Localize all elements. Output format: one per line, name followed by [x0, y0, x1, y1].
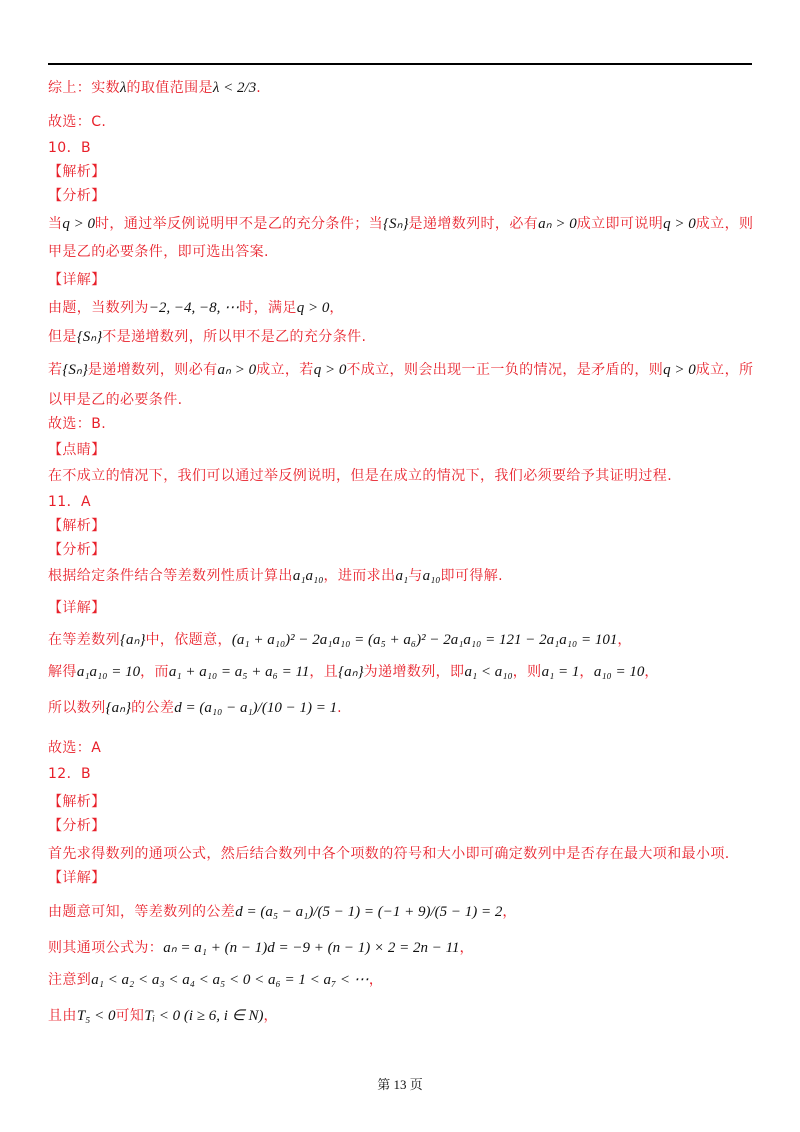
line-text: 11．A	[48, 494, 91, 510]
line-text: 的取值范围是	[126, 80, 213, 96]
text-line	[48, 566, 752, 586]
math-expression: d = (a₅ − a₁)/(5 − 1) = (−1 + 9)/(5 − 1) = 2	[235, 904, 503, 920]
line-text: 故选：A	[48, 740, 102, 756]
text-line	[48, 440, 752, 460]
text-line	[48, 298, 752, 318]
line-text: 【解析】	[48, 518, 106, 534]
line-text: 成立，若	[256, 362, 314, 378]
line-text: 时，满足	[239, 300, 297, 316]
math-expression: T₅ < 0	[76, 1008, 116, 1024]
header-rule	[48, 63, 752, 65]
text-line	[48, 844, 752, 864]
line-text: 是递增数列，则必有	[87, 362, 218, 378]
line-text: ，	[617, 632, 632, 648]
text-line	[48, 970, 752, 990]
math-expression: {aₙ}	[338, 664, 364, 680]
line-text: 成立，所	[695, 362, 754, 378]
math-expression: {aₙ}	[120, 632, 146, 648]
math-expression: a₁₀	[422, 568, 441, 584]
line-text: 是递增数列时，必有	[408, 216, 539, 232]
math-expression: a₁ < a₂ < a₃ < a₄ < a₅ < 0 < a₆ = 1 < a₇ < ⋯	[91, 972, 369, 988]
line-text: ，	[263, 1008, 278, 1024]
text-line	[48, 360, 752, 380]
math-expression: {Sₙ}	[76, 329, 103, 345]
text-line	[48, 816, 752, 836]
math-expression: a₁a₁₀ = 10	[76, 664, 141, 680]
line-text: ，而	[140, 664, 169, 680]
line-text: 不成立，则会出现一正一负的情况，是矛盾的，则	[346, 362, 664, 378]
line-text: 中，依题意，	[145, 632, 232, 648]
line-text: 【详解】	[48, 870, 106, 886]
text-line	[48, 138, 752, 158]
math-expression: a₁	[395, 568, 409, 584]
line-text: 时，通过举反例说明甲不是乙的充分条件；当	[95, 216, 384, 232]
line-text: 与	[408, 568, 423, 584]
text-line	[48, 492, 752, 512]
line-text: ，	[459, 940, 474, 956]
line-text: 【解析】	[48, 164, 106, 180]
line-text: 成立，则	[695, 216, 754, 232]
line-text: 由题意可知，等差数列的公差	[48, 904, 236, 920]
line-text: 【分析】	[48, 542, 106, 558]
text-line	[48, 1006, 752, 1026]
line-text: ，进而求出	[323, 568, 396, 584]
math-expression: a₁a₁₀	[292, 568, 324, 584]
line-text: ，	[502, 904, 517, 920]
line-text: 的公差	[131, 700, 175, 716]
line-text: 解得	[48, 664, 77, 680]
math-expression: {Sₙ}	[383, 216, 409, 232]
math-expression: aₙ > 0	[538, 216, 577, 232]
text-line	[48, 270, 752, 290]
text-line	[48, 327, 752, 347]
line-text: 由题，当数列为	[48, 300, 149, 316]
text-line	[48, 938, 752, 958]
text-line	[48, 414, 752, 434]
math-expression: q > 0	[296, 300, 330, 316]
line-text: 当	[48, 216, 63, 232]
text-line	[48, 662, 752, 682]
line-text: ，	[644, 664, 659, 680]
line-text: ，	[368, 972, 384, 988]
line-text: 成立即可说明	[576, 216, 664, 232]
math-expression: aₙ = a₁ + (n − 1)d = −9 + (n − 1) × 2 = 2n − 11	[163, 940, 460, 956]
page-footer: 第 13 页	[377, 1077, 423, 1092]
text-line	[48, 162, 752, 182]
text-line	[48, 630, 752, 650]
line-text: 且由	[48, 1008, 77, 1024]
text-line	[48, 738, 752, 758]
line-text: 根据给定条件结合等差数列性质计算出	[48, 568, 293, 584]
line-text: 【详解】	[48, 600, 106, 616]
line-text: 在不成立的情况下，我们可以通过举反例说明，但是在成立的情况下，我们必须要给予其证明过程.	[48, 468, 673, 484]
line-text: .	[256, 80, 262, 96]
math-expression: a₁₀ = 10	[593, 664, 645, 680]
text-line	[48, 78, 752, 98]
line-text: ，	[579, 664, 594, 680]
text-line	[48, 390, 752, 410]
line-text: 12．B	[48, 766, 92, 782]
text-line	[48, 902, 752, 922]
text-line	[48, 698, 752, 718]
math-expression: q > 0	[62, 216, 96, 232]
math-expression: q > 0	[663, 216, 696, 232]
line-text: ，且	[309, 664, 339, 680]
math-expression: a₁ = 1	[541, 664, 580, 680]
line-text: 【详解】	[48, 272, 106, 288]
math-expression: (a₁ + a₁₀)² − 2a₁a₁₀ = (a₅ + a₆)² − 2a₁a₁₀ = 121 − 2a₁a₁₀ = 101	[231, 632, 618, 648]
text-line	[48, 868, 752, 888]
line-text: 故选：B.	[48, 416, 107, 432]
line-text: 甲是乙的必要条件，即可选出答案.	[48, 244, 269, 260]
math-expression: λ < 2/3	[212, 80, 257, 96]
line-text: 【点睛】	[48, 442, 106, 458]
math-expression: Tᵢ < 0 (i ≥ 6, i ∈ N)	[144, 1008, 264, 1024]
line-text: 即可得解.	[440, 568, 503, 584]
math-expression: a₁ + a₁₀ = a₅ + a₆ = 11	[168, 664, 310, 680]
line-text: 【分析】	[48, 818, 106, 834]
line-text: 但是	[48, 329, 77, 345]
math-expression: a₁ < a₁₀	[464, 664, 513, 680]
line-text: 若	[48, 362, 63, 378]
line-text: 不是递增数列，所以甲不是乙的充分条件.	[102, 329, 367, 345]
text-line	[48, 242, 752, 262]
line-text: .	[337, 700, 342, 716]
text-line	[48, 516, 752, 536]
math-expression: d = (a₁₀ − a₁)/(10 − 1) = 1	[174, 700, 338, 716]
text-line	[48, 764, 752, 784]
line-text: 首先求得数列的通项公式，然后结合数列中各个项数的符号和大小即可确定数列中是否存在最大项和最小项.	[48, 846, 730, 862]
text-line	[48, 112, 752, 132]
line-text: 为递增数列，即	[363, 664, 465, 680]
math-expression: {aₙ}	[105, 700, 132, 716]
text-line	[48, 186, 752, 206]
line-text: 10．B	[48, 140, 92, 156]
line-text: 在等差数列	[48, 632, 120, 648]
line-text: 可知	[115, 1008, 145, 1024]
text-line	[48, 792, 752, 812]
line-text: 以甲是乙的必要条件.	[48, 392, 183, 408]
math-expression: q > 0	[663, 362, 696, 378]
math-expression: q > 0	[313, 362, 347, 378]
line-text: 【分析】	[48, 188, 106, 204]
math-expression: λ	[120, 80, 127, 96]
line-text: 【解析】	[48, 794, 106, 810]
math-expression: −2, −4, −8, ⋯	[148, 300, 240, 316]
text-line	[48, 466, 752, 486]
line-text: 所以数列	[48, 700, 106, 716]
line-text: ，	[329, 300, 344, 316]
line-text: 综上：实数	[48, 80, 120, 96]
text-line	[48, 214, 752, 234]
math-expression: {Sₙ}	[62, 362, 88, 378]
line-text: 故选：C.	[48, 114, 107, 130]
line-text: ，则	[512, 664, 542, 680]
text-line	[48, 540, 752, 560]
text-line	[48, 598, 752, 618]
math-expression: aₙ > 0	[217, 362, 257, 378]
line-text: 注意到	[48, 972, 92, 988]
line-text: 则其通项公式为：	[48, 940, 164, 956]
